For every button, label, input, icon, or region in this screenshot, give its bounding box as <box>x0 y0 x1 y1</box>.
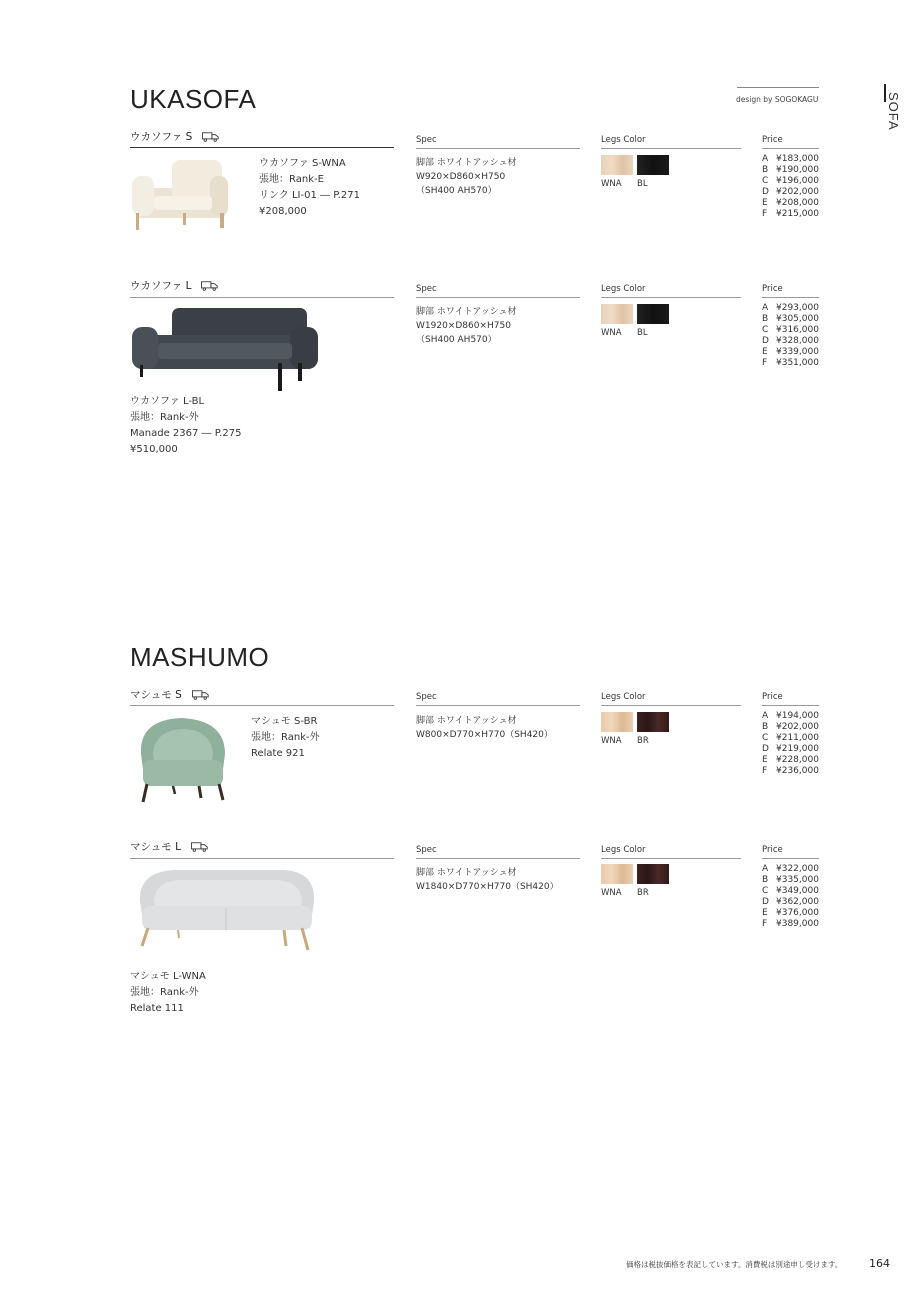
tax-footnote: 価格は税抜価格を表記しています。消費税は別途申し受けます。 <box>626 1260 843 1269</box>
spec-line: 脚部 ホワイトアッシュ材 <box>416 307 517 317</box>
product-info <box>259 156 360 220</box>
price-rule <box>762 705 819 706</box>
price-row: F ¥236,000 <box>762 766 819 776</box>
leg-swatch-wna <box>601 304 633 324</box>
delivery-truck-icon <box>202 132 219 142</box>
spec-line: （SH400 AH570） <box>416 335 497 345</box>
price-list <box>762 864 819 930</box>
info-link: Relate 111 <box>130 1003 184 1014</box>
spec-rule <box>416 858 580 859</box>
price-list <box>762 154 819 220</box>
info-model: マシュモ S-BR <box>251 716 318 727</box>
leg-label: BR <box>637 736 649 746</box>
leg-swatch-bl <box>637 304 669 324</box>
legs-rule <box>601 148 741 149</box>
leg-label: BL <box>637 328 648 338</box>
spec-rule <box>416 297 580 298</box>
design-by: design by SOGOKAGU <box>736 95 819 104</box>
spec-header: Spec <box>416 135 437 145</box>
price-header: Price <box>762 135 783 145</box>
price-row: C ¥196,000 <box>762 176 819 186</box>
product-name <box>130 278 218 293</box>
product-rule <box>130 858 394 859</box>
series-title: UKASOFA <box>130 84 257 114</box>
price-row: A ¥322,000 <box>762 864 819 874</box>
spec-line: W920×D860×H750 <box>416 172 506 182</box>
spec-text <box>416 714 553 742</box>
product-image-ukasofa-s <box>130 158 230 233</box>
spec-line: W1920×D860×H750 <box>416 321 511 331</box>
spec-rule <box>416 148 580 149</box>
product-name-label: ウカソファ S <box>130 131 193 143</box>
legs-rule <box>601 858 741 859</box>
product-name <box>130 839 208 854</box>
price-row: C ¥349,000 <box>762 886 819 896</box>
spec-line: （SH400 AH570） <box>416 186 497 196</box>
price-row: D ¥202,000 <box>762 187 819 197</box>
info-price: ¥510,000 <box>130 444 178 455</box>
product-name-label: ウカソファ L <box>130 280 192 292</box>
spec-line: W800×D770×H770（SH420） <box>416 730 553 740</box>
product-rule <box>130 297 394 298</box>
delivery-truck-icon <box>191 842 208 852</box>
product-name <box>130 129 219 144</box>
series-title: MASHUMO <box>130 642 270 672</box>
leg-label: WNA <box>601 328 622 338</box>
product-image-mashumo-s <box>133 714 233 806</box>
page-number: 164 <box>869 1257 890 1270</box>
leg-label: WNA <box>601 736 622 746</box>
legs-header: Legs Color <box>601 692 646 702</box>
info-fabric: 張地：Rank-外 <box>130 412 199 423</box>
price-row: C ¥316,000 <box>762 325 819 335</box>
price-row: F ¥389,000 <box>762 919 819 929</box>
price-row: B ¥305,000 <box>762 314 819 324</box>
leg-swatch-wna <box>601 712 633 732</box>
price-list <box>762 711 819 777</box>
spec-header: Spec <box>416 845 437 855</box>
spec-line: 脚部 ホワイトアッシュ材 <box>416 868 517 878</box>
price-row: D ¥328,000 <box>762 336 819 346</box>
category-tab: SOFA <box>886 92 901 131</box>
leg-label: BR <box>637 888 649 898</box>
product-image-mashumo-l <box>134 866 318 956</box>
leg-label: BL <box>637 179 648 189</box>
price-row: E ¥376,000 <box>762 908 819 918</box>
leg-swatch-br <box>637 712 669 732</box>
price-list <box>762 303 819 369</box>
price-row: E ¥208,000 <box>762 198 819 208</box>
leg-label: WNA <box>601 888 622 898</box>
spec-line: 脚部 ホワイトアッシュ材 <box>416 716 517 726</box>
info-fabric: 張地：Rank-外 <box>130 987 199 998</box>
delivery-truck-icon <box>192 690 209 700</box>
price-header: Price <box>762 692 783 702</box>
spec-line: 脚部 ホワイトアッシュ材 <box>416 158 517 168</box>
legs-header: Legs Color <box>601 135 646 145</box>
price-row: B ¥190,000 <box>762 165 819 175</box>
spec-text <box>416 866 559 894</box>
info-model: マシュモ L-WNA <box>130 971 206 982</box>
price-row: B ¥335,000 <box>762 875 819 885</box>
product-rule <box>130 705 394 706</box>
price-rule <box>762 297 819 298</box>
leg-swatch-wna <box>601 864 633 884</box>
price-row: F ¥215,000 <box>762 209 819 219</box>
leg-swatch-bl <box>637 155 669 175</box>
product-name-label: マシュモ L <box>130 841 181 853</box>
legs-header: Legs Color <box>601 845 646 855</box>
info-link: リンク LI-01 ― P.271 <box>259 190 360 201</box>
info-price: ¥208,000 <box>259 206 307 217</box>
product-info <box>130 394 241 458</box>
leg-swatch-wna <box>601 155 633 175</box>
product-info <box>251 714 320 762</box>
design-by-rule <box>737 87 819 88</box>
info-fabric: 張地：Rank-E <box>259 174 324 185</box>
price-row: A ¥194,000 <box>762 711 819 721</box>
price-row: A ¥293,000 <box>762 303 819 313</box>
price-row: D ¥219,000 <box>762 744 819 754</box>
spec-header: Spec <box>416 692 437 702</box>
info-model: ウカソファ S-WNA <box>259 158 346 169</box>
price-header: Price <box>762 845 783 855</box>
legs-header: Legs Color <box>601 284 646 294</box>
info-link: Relate 921 <box>251 748 305 759</box>
info-model: ウカソファ L-BL <box>130 396 205 407</box>
info-fabric: 張地：Rank-外 <box>251 732 320 743</box>
spec-line: W1840×D770×H770（SH420） <box>416 882 559 892</box>
price-row: B ¥202,000 <box>762 722 819 732</box>
product-info <box>130 969 206 1017</box>
price-row: E ¥228,000 <box>762 755 819 765</box>
spec-text <box>416 305 517 347</box>
spec-header: Spec <box>416 284 437 294</box>
spec-rule <box>416 705 580 706</box>
product-image-ukasofa-l <box>130 305 320 393</box>
legs-rule <box>601 297 741 298</box>
price-header: Price <box>762 284 783 294</box>
price-rule <box>762 858 819 859</box>
product-name <box>130 687 209 702</box>
price-row: F ¥351,000 <box>762 358 819 368</box>
price-row: A ¥183,000 <box>762 154 819 164</box>
spec-text <box>416 156 517 198</box>
leg-swatch-br <box>637 864 669 884</box>
price-row: E ¥339,000 <box>762 347 819 357</box>
price-row: C ¥211,000 <box>762 733 819 743</box>
price-row: D ¥362,000 <box>762 897 819 907</box>
legs-rule <box>601 705 741 706</box>
price-rule <box>762 148 819 149</box>
product-name-label: マシュモ S <box>130 689 182 701</box>
product-rule <box>130 147 394 148</box>
info-link: Manade 2367 ― P.275 <box>130 428 242 439</box>
delivery-truck-icon <box>201 281 218 291</box>
leg-label: WNA <box>601 179 622 189</box>
